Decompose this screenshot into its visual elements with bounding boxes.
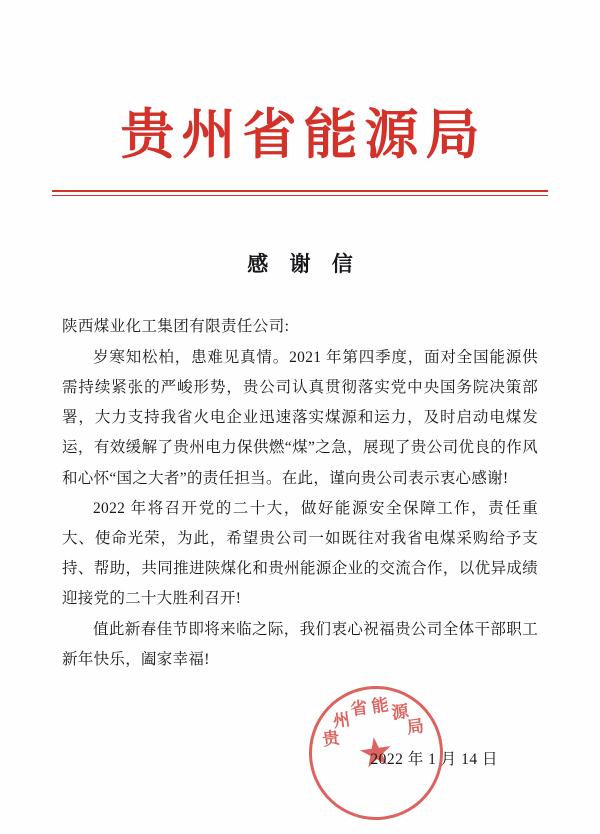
divider-thin-line <box>52 195 548 196</box>
seal-char-6: 局 <box>405 716 426 738</box>
letterhead-divider <box>0 190 600 196</box>
seal-char-5: 源 <box>390 701 410 723</box>
divider-thick-line <box>52 190 548 192</box>
signature-area <box>62 695 538 831</box>
page-title: 感 谢 信 <box>247 252 361 277</box>
letterhead <box>0 0 600 166</box>
paragraph-1: 岁寒知松柏，患难见真情。2021 年第四季度，面对全国能源供需持续紧张的严峻形势，贵公司认真贯彻落实党中央国务院决策部署，大力支持我省火电企业迅速落实煤源和运力，及时启动电煤发运，有效缓解了贵州电力保供燃“煤”之急，展现了贵公司优良的作风和心怀“国之大者”的责任担当。在此，谨向贵公司表示衷心感谢! <box>62 348 538 487</box>
seal-char-4: 能 <box>370 695 390 717</box>
paragraph-3: 值此新春佳节即将来临之际，我们衷心祝福贵公司全体干部职工新年快乐，阖家幸福! <box>62 620 538 668</box>
salutation: 陕西煤业化工集团有限责任公司: <box>62 318 290 336</box>
seal-char-3: 省 <box>349 698 369 720</box>
seal-star-icon: ★ <box>355 727 397 778</box>
paragraph-2: 2022 年将召开党的二十大，做好能源安全保障工作，责任重大、使命光荣，为此，希望贵公司一如既往对我省电煤采购给予支持、帮助，共同推进陕煤化和贵州能源企业的交流合作，以优异成绩迎接党的二十大胜利召开! <box>62 499 538 608</box>
letter-body <box>0 312 600 831</box>
letterhead-organization: 贵州省能源局 <box>120 105 487 165</box>
seal-char-1: 贵 <box>321 728 341 750</box>
document-date: 2022 年 1 月 14 日 <box>370 751 498 769</box>
seal-char-2: 州 <box>331 709 352 732</box>
